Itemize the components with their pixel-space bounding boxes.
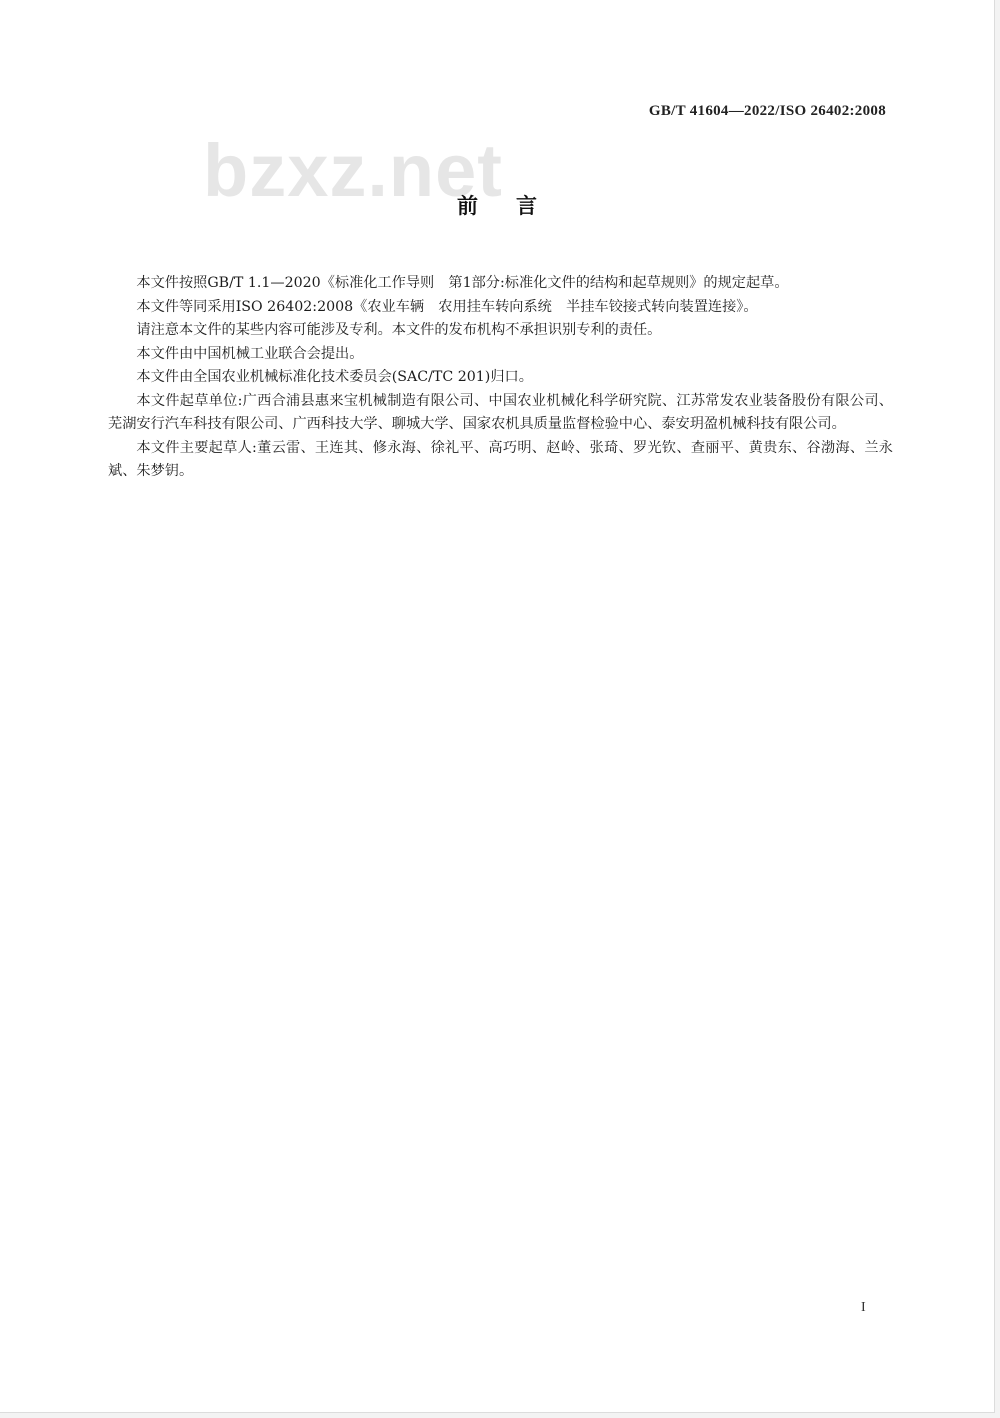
paragraph-drafting-units: 本文件起草单位:广西合浦县惠来宝机械制造有限公司、中国农业机械化科学研究院、江苏常发农业装备股份有限公司、芜湖安行汽车科技有限公司、广西科技大学、聊城大学、国家农机具质量监督检验中心、泰安玥盈机械科技有限公司。 [108, 392, 893, 432]
standard-code: GB/T 41604—2022/ISO 26402:2008 [648, 103, 886, 119]
foreword-body [108, 272, 893, 484]
page-title: 前言 [457, 194, 575, 218]
paragraph-proposer: 本文件由中国机械工业联合会提出。 [136, 345, 364, 362]
paragraph-drafting-rules: 本文件按照GB/T 1.1—2020《标准化工作导则 第1部分:标准化文件的结构和起草规则》的规定起草。 [136, 275, 789, 291]
paragraph-iso-adoption: 本文件等同采用ISO 26402:2008《农业车辆 农用挂车转向系统 半挂车铰接式转向装置连接》。 [136, 298, 758, 315]
paragraph-drafters: 本文件主要起草人:董云雷、王连其、修永海、徐礼平、高巧明、赵岭、张琦、罗光钦、查丽平、黄贵东、谷渤海、兰永斌、朱梦钥。 [108, 439, 893, 479]
paragraph-committee: 本文件由全国农业机械标准化技术委员会(SAC/TC 201)归口。 [136, 369, 533, 385]
watermark-logo: bzxz.net [203, 129, 503, 212]
paragraph-patent-notice: 请注意本文件的某些内容可能涉及专利。本文件的发布机构不承担识别专利的责任。 [136, 322, 662, 338]
page-number: I [861, 1300, 866, 1315]
